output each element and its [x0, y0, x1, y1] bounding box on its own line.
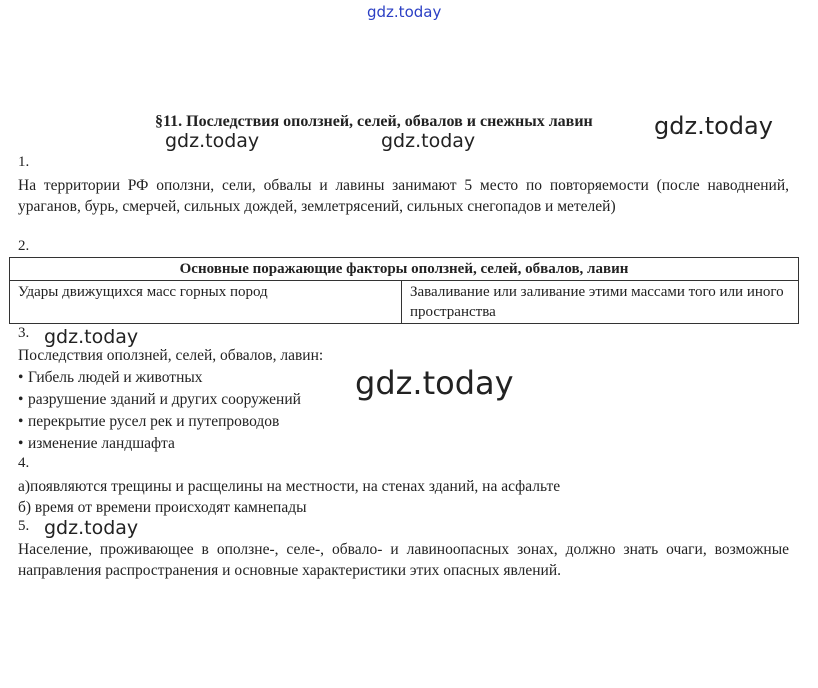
section-number-5: 5.: [18, 518, 30, 534]
section-4-line-b: б) время от времени происходят камнепады: [18, 499, 307, 516]
bullet-icon: •: [18, 391, 24, 408]
bullet-icon: •: [18, 369, 24, 386]
table-cell-right: Заваливание или заливание этими массами того или иного пространства: [402, 281, 799, 324]
watermark-title: gdz.today: [654, 112, 773, 140]
page-title: §11. Последствия оползней, селей, обвалов и снежных лавин: [155, 113, 593, 130]
bullet-icon: •: [18, 435, 24, 452]
watermark-top: gdz.today: [367, 3, 442, 21]
watermark: gdz.today: [381, 130, 476, 152]
list-item-text: изменение ландшафта: [28, 435, 175, 452]
list-item: [18, 411, 279, 432]
table-row: [10, 281, 799, 324]
section-5-text: Население, проживающее в оползне-, селе-, обвало- и лавиноопасных зонах, должно знать очаги, возможные направления распространения и основные характеристики этих опасных явлений.: [18, 541, 789, 579]
watermark: gdz.today: [44, 326, 139, 348]
list-item-text: разрушение зданий и других сооружений: [28, 391, 301, 408]
watermark: gdz.today: [44, 517, 139, 539]
table-cell-left: Удары движущихся масс горных пород: [10, 281, 402, 324]
section-1-text: На территории РФ оползни, сели, обвалы и лавины занимают 5 место по повторяемости (после наводнений, ураганов, бурь, смерчей, сильных дождей, землетрясений, сильных снегопадов и метелей): [18, 177, 789, 215]
section-3-intro: Последствия оползней, селей, обвалов, лавин:: [18, 347, 324, 364]
list-item-text: перекрытие русел рек и путепроводов: [28, 413, 280, 430]
list-item: [18, 389, 301, 410]
section-number-2: 2.: [18, 238, 30, 254]
bullet-icon: •: [18, 413, 24, 430]
watermark-large: gdz.today: [355, 364, 514, 402]
section-number-3: 3.: [18, 325, 30, 341]
section-number-4: 4.: [18, 455, 30, 471]
table-header: Основные поражающие факторы оползней, селей, обвалов, лавин: [10, 258, 799, 281]
section-number-1: 1.: [18, 154, 30, 170]
watermark: gdz.today: [165, 130, 260, 152]
damage-factors-table: [9, 257, 799, 324]
list-item-text: Гибель людей и животных: [28, 369, 203, 386]
table-header-row: [10, 258, 799, 281]
list-item: [18, 367, 203, 388]
list-item: [18, 433, 175, 454]
section-4-line-a: а)появляются трещины и расщелины на местности, на стенах зданий, на асфальте: [18, 478, 561, 495]
